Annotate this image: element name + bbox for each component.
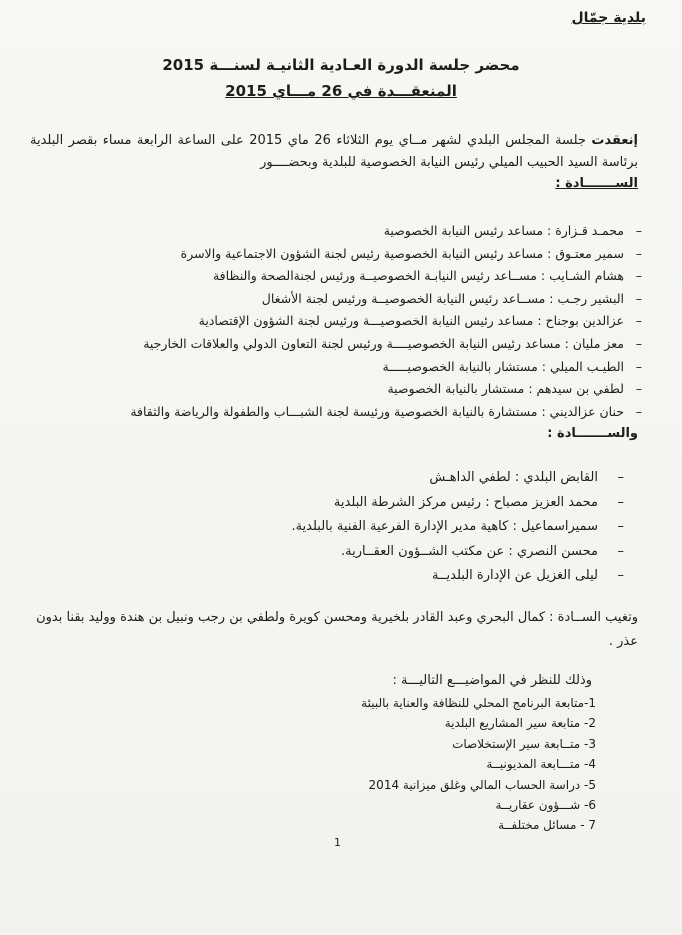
page-number: 1	[334, 836, 341, 849]
list-item: –لطفي بن سيدهم : مستشار بالنيابة الخصوصية	[387, 381, 642, 397]
intro-lead-word: إنعقدت	[591, 133, 639, 148]
intro-text: جلسة المجلس البلدي لشهر مــاي يوم الثلاثاء 26 ماي 2015 على الساعة الرابعة مساء بقصر البلدية برئاسة السيد الحبيب الميلي رئيس النيابة الخصوصية للبلدية وبحضــــور	[30, 133, 638, 170]
list-item: –الطيـب الميلي : مستشار بالنيابة الخصوصيـــــة	[382, 358, 642, 374]
members-list	[22, 220, 642, 423]
list-item: –سميراسماعيل : كاهية مدير الإدارة الفرعية الفنية بالبلدية.	[291, 519, 624, 534]
document-subtitle-date: المنعقـــدة في 26 مـــاي 2015	[225, 82, 457, 100]
list-item: –محمد العزيز مصباح : رئيس مركز الشرطة البلدية	[333, 494, 624, 510]
list-item: –البشير رجـب : مســاعد رئيس النيابة الخصوصيــة ورئيس لجنة الأشغال	[261, 290, 642, 306]
list-item: –سمير معتـوق : مساعد رئيس النيابة الخصوصية رئيس لجنة الشؤون الاجتماعية والاسرة	[180, 245, 642, 261]
members-heading: الســـــــادة :	[555, 176, 638, 191]
agenda-heading: وذلك للنظر في المواضيـــع التاليـــة :	[392, 673, 592, 688]
municipality-header: بلدية جمّال	[571, 10, 646, 26]
list-item: 2- متابعة سير المشاريع البلدية	[444, 716, 596, 731]
list-item: –عزالدين بوجناح : مساعد رئيس النيابة الخصوصيـــة ورئيس لجنة الشؤون الإقتصادية	[198, 313, 642, 329]
list-item: –محسن النصري : عن مكتب الشــؤون العقــارية.	[341, 543, 624, 559]
list-item: 3- متــابعة سير الإستخلاصات	[452, 736, 596, 751]
attendees-list	[64, 466, 624, 589]
list-item: –معز مليان : مساعد رئيس النيابة الخصوصيــــة ورئيس لجنة التعاون الدولي والعلاقات الخارجية	[143, 335, 642, 351]
list-item: 7 - مسائل مختلفــة	[498, 818, 596, 833]
attendees-heading: والســـــــادة :	[547, 426, 638, 441]
list-item: –القابض البلدي : لطفي الداهـش	[429, 470, 624, 485]
document-title: محضر جلسة الدورة العـادية الثانيـة لسنـــة 2015	[162, 56, 520, 74]
list-item: –محمـد قـزارة : مساعد رئيس النيابة الخصوصية	[383, 223, 642, 238]
list-item: 6- شـــؤون عقاريــة	[495, 797, 596, 812]
absentees-paragraph: وتغيب الســادة : كمال البحري وعبد القادر بلخيرية ومحسن كويرة ولطفي بن رجب ونبيل بن هندة ووليد بقنا بدون عذر .	[36, 610, 638, 649]
list-item: –ليلى الغزيل عن الإدارة البلديــة	[431, 568, 624, 583]
list-item: 1-متابعة البرنامج المحلي للنظافة والعناية بالبيئة	[361, 696, 596, 710]
list-item: 4- متـــابعة المديونيــة	[486, 757, 596, 772]
list-item: 5- دراسة الحساب المالي وغلق ميزانية 2014	[368, 777, 596, 792]
agenda-list	[176, 693, 596, 836]
list-item: –هشام الشـايب : مســاعد رئيس النيابـة الخصوصيــة ورئيس لجنةالصحة والنظافة	[212, 268, 642, 284]
list-item: –حنان عزالديني : مستشارة بالنيابة الخصوصية ورئيسة لجنة الشبـــاب والطفولة والرياضة والثقافة	[130, 403, 642, 419]
intro-paragraph	[30, 130, 638, 174]
